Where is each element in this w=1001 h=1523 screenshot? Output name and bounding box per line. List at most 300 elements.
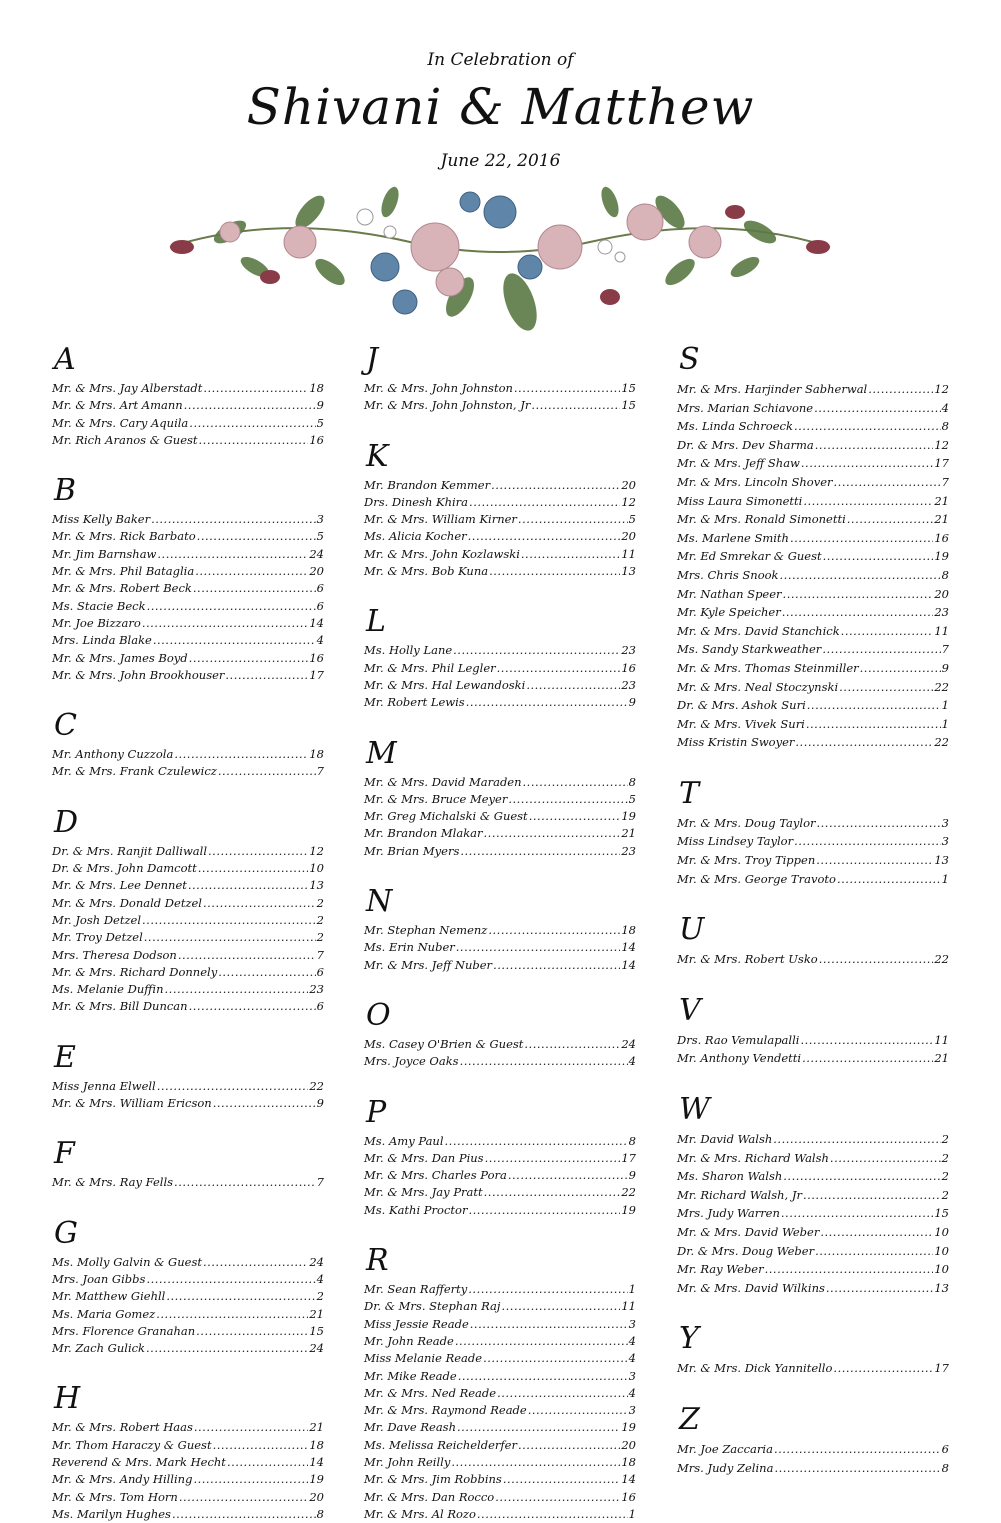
dot-leader	[146, 1340, 308, 1357]
dot-leader	[469, 494, 620, 511]
guest-row	[52, 632, 324, 649]
guest-column-3	[677, 340, 949, 1477]
section-letter: C	[54, 708, 77, 744]
table-number: 10	[934, 1243, 949, 1258]
table-number: 13	[621, 564, 636, 579]
guest-name: Mr. Richard Walsh, Jr	[677, 1187, 802, 1202]
guest-name: Drs. Rao Vemulapalli	[677, 1032, 800, 1047]
dot-leader	[815, 1242, 933, 1261]
table-number: 3	[941, 834, 949, 849]
table-number: 5	[316, 529, 324, 544]
dot-leader	[860, 659, 941, 678]
guest-row	[364, 1298, 636, 1315]
dot-leader	[208, 843, 308, 860]
table-number: 18	[309, 747, 324, 762]
guest-name: Mrs. Florence Granahan	[52, 1323, 196, 1338]
guest-name: Mr. Joe Bizzaro	[52, 615, 141, 630]
dot-leader	[218, 964, 315, 981]
guest-row	[52, 763, 324, 780]
guest-name: Mr. & Mrs. Phil Bataglia	[52, 564, 195, 579]
guest-row	[52, 563, 324, 580]
dot-leader	[868, 380, 933, 399]
section-letter: V	[679, 992, 701, 1028]
section-letter: R	[366, 1243, 389, 1279]
table-number: 15	[621, 381, 636, 395]
section-letter: W	[679, 1092, 710, 1128]
dot-leader	[456, 939, 621, 956]
guest-row	[364, 1350, 636, 1367]
table-number: 5	[628, 512, 636, 527]
guest-row	[364, 1402, 636, 1419]
guest-row	[364, 1454, 636, 1471]
guest-row	[364, 791, 636, 808]
guest-name: Ms. Molly Galvin & Guest	[52, 1254, 202, 1269]
table-number: 13	[309, 878, 324, 893]
guest-row	[677, 1242, 949, 1261]
table-number: 17	[309, 667, 324, 682]
dot-leader	[213, 1437, 309, 1454]
guest-name: Mr. John Reilly	[364, 1454, 451, 1469]
dot-leader	[466, 694, 628, 711]
guest-row	[364, 922, 636, 939]
guest-name: Mr. Thom Haraczy & Guest	[52, 1437, 212, 1452]
guest-name: Mr. & Mrs. Dan Rocco	[364, 1489, 495, 1504]
table-number: 22	[934, 679, 949, 694]
guest-row	[52, 947, 324, 964]
table-number: 11	[934, 623, 949, 638]
guest-name: Mr. & Mrs. Hal Lewandoski	[364, 677, 526, 692]
dot-leader	[803, 1186, 941, 1205]
dot-leader	[800, 1031, 933, 1050]
table-number: 14	[621, 957, 636, 972]
guest-name: Mr. Joe Zaccaria	[677, 1441, 773, 1456]
guest-row	[364, 546, 636, 563]
guest-row	[52, 528, 324, 545]
guest-name: Mr. & Mrs. David Maraden	[364, 774, 522, 789]
table-number: 7	[941, 642, 949, 657]
guest-row	[52, 1306, 324, 1323]
table-number: 3	[628, 1368, 636, 1383]
guest-name: Mr. Josh Detzel	[52, 912, 142, 927]
guest-name: Miss Melanie Reade	[364, 1351, 483, 1366]
dot-leader	[508, 1167, 628, 1184]
guest-row	[677, 678, 949, 697]
table-number: 10	[934, 1225, 949, 1239]
table-number: 23	[309, 982, 324, 997]
table-number: 14	[621, 940, 636, 955]
guest-name: Mrs. Judy Zelina	[677, 1460, 774, 1475]
guest-name: Mr. Troy Detzel	[52, 930, 143, 945]
table-number: 4	[628, 1333, 636, 1348]
guest-row	[52, 964, 324, 981]
guest-row	[52, 895, 324, 912]
section-letter: S	[679, 342, 700, 377]
guest-name: Dr. & Mrs. Ashok Suri	[677, 698, 806, 713]
table-number: 21	[309, 1306, 324, 1321]
dot-leader	[815, 436, 934, 455]
dot-leader	[144, 929, 316, 946]
guest-row	[52, 1323, 324, 1340]
dot-leader	[803, 492, 933, 511]
table-number: 3	[628, 1316, 636, 1331]
dot-leader	[806, 715, 941, 734]
guest-name: Mr. & Mrs. Jeff Nuber	[364, 957, 493, 972]
dot-leader	[802, 1049, 933, 1068]
table-number: 10	[309, 861, 324, 876]
dot-leader	[156, 1306, 308, 1323]
dot-leader	[833, 1359, 933, 1378]
guest-row	[677, 715, 949, 734]
table-number: 12	[621, 494, 636, 509]
guest-name: Mr. & Mrs. Richard Donnely	[52, 964, 218, 979]
table-number: 4	[316, 1271, 324, 1286]
guest-row	[677, 1031, 949, 1050]
dot-leader	[526, 677, 620, 694]
guest-name: Mr. & Mrs. Vivek Suri	[677, 716, 805, 731]
table-number: 15	[621, 398, 636, 413]
table-number: 21	[934, 1051, 949, 1066]
table-number: 14	[309, 615, 324, 630]
guest-row	[677, 640, 949, 659]
guest-row	[364, 1419, 636, 1436]
guest-row	[364, 1036, 636, 1053]
table-number: 23	[621, 843, 636, 858]
dot-leader	[147, 598, 316, 615]
dot-leader	[841, 622, 934, 641]
guest-row	[364, 1385, 636, 1402]
table-number: 18	[309, 381, 324, 395]
section-letter: Z	[679, 1401, 700, 1437]
guest-row	[52, 929, 324, 946]
guest-name: Ms. Casey O'Brien & Guest	[364, 1036, 524, 1051]
table-number: 3	[316, 512, 324, 527]
table-number: 19	[934, 549, 949, 564]
table-number: 22	[934, 952, 949, 967]
dot-leader	[823, 547, 934, 566]
dot-leader	[179, 1489, 309, 1506]
table-number: 7	[316, 947, 324, 962]
table-number: 17	[934, 456, 949, 471]
guest-row	[52, 1419, 324, 1436]
guest-row	[52, 1271, 324, 1288]
dot-leader	[225, 667, 308, 684]
guest-row	[364, 677, 636, 694]
guest-row	[677, 1149, 949, 1168]
guest-name: Miss Kristin Swoyer	[677, 735, 795, 750]
guest-row	[364, 808, 636, 825]
dot-leader	[197, 528, 316, 545]
guest-row	[677, 1260, 949, 1279]
table-number: 20	[309, 1489, 324, 1504]
dot-leader	[484, 1184, 621, 1201]
guest-name: Mr. & Mrs. Al Rozo	[364, 1506, 476, 1521]
table-number: 20	[621, 529, 636, 544]
dot-leader	[199, 432, 309, 449]
table-number: 7	[941, 474, 949, 489]
section-letter: N	[366, 884, 393, 920]
guest-name: Dr. & Mrs. Stephan Raj	[364, 1299, 501, 1314]
table-number: 17	[934, 1361, 949, 1376]
dot-leader	[783, 1167, 940, 1186]
guest-row	[52, 1471, 324, 1488]
guest-name: Ms. Melanie Duffin	[52, 982, 164, 997]
guest-name: Mr. David Walsh	[677, 1132, 773, 1147]
guest-row	[52, 860, 324, 877]
dot-leader	[814, 399, 941, 418]
dot-leader	[189, 650, 309, 667]
guest-name: Ms. Holly Lane	[364, 643, 453, 658]
dot-leader	[801, 454, 933, 473]
guest-name: Mrs. Joan Gibbs	[52, 1271, 146, 1286]
table-number: 1	[941, 871, 949, 886]
guest-name: Mr. & Mrs. John Brookhouser	[52, 667, 225, 682]
table-number: 9	[941, 660, 949, 675]
table-number: 18	[621, 923, 636, 938]
guest-row	[52, 912, 324, 929]
guest-name: Mr. Rich Aranos & Guest	[52, 432, 198, 447]
guest-row	[364, 957, 636, 974]
table-number: 2	[941, 1169, 949, 1184]
dot-leader	[142, 615, 309, 632]
guest-row	[677, 696, 949, 715]
guest-row	[364, 528, 636, 545]
dot-leader	[523, 774, 628, 791]
dot-leader	[834, 473, 941, 492]
section-letter: F	[54, 1136, 75, 1172]
table-number: 18	[621, 1454, 636, 1469]
guest-name: Mr. & Mrs. Lee Dennet	[52, 878, 187, 893]
table-number: 12	[934, 437, 949, 452]
guest-name: Mrs. Judy Warren	[677, 1206, 780, 1221]
table-number: 4	[628, 1351, 636, 1366]
dot-leader	[203, 1254, 308, 1271]
section-letter: U	[679, 912, 705, 948]
guest-name: Mr. Brian Myers	[364, 843, 460, 858]
section-letter: O	[366, 997, 391, 1033]
guest-name: Dr. & Mrs. Dev Sharma	[677, 437, 814, 452]
table-number: 2	[316, 930, 324, 945]
guest-name: Mrs. Marian Schiavone	[677, 400, 814, 415]
guest-name: Mr. & Mrs. Thomas Steinmiller	[677, 660, 859, 675]
dot-leader	[503, 1471, 621, 1488]
guest-name: Mr. John Reade	[364, 1333, 454, 1348]
table-number: 8	[941, 419, 949, 434]
guest-row	[364, 397, 636, 414]
guest-name: Mr. & Mrs. Robert Beck	[52, 581, 192, 596]
guest-row	[677, 814, 949, 833]
table-number: 8	[628, 1133, 636, 1148]
couple-names: Shivani & Matthew	[246, 78, 755, 136]
guest-name: Reverend & Mrs. Mark Hecht	[52, 1454, 226, 1469]
guest-name: Ms. Sandy Starkweather	[677, 642, 822, 657]
table-number: 23	[934, 605, 949, 620]
table-number: 8	[628, 774, 636, 789]
dot-leader	[174, 1174, 316, 1191]
table-number: 17	[621, 1150, 636, 1165]
dot-leader	[189, 415, 315, 432]
section-letter: L	[366, 604, 386, 640]
guest-name: Mr. & Mrs. Bill Duncan	[52, 999, 188, 1014]
dot-leader	[782, 603, 934, 622]
dot-leader	[780, 566, 941, 585]
guest-row	[52, 843, 324, 860]
guest-name: Mr. & Mrs. Jim Robbins	[364, 1472, 502, 1487]
table-number: 14	[621, 1472, 636, 1487]
guest-row	[52, 1437, 324, 1454]
dot-leader	[524, 1036, 620, 1053]
guest-name: Mr. Brandon Kemmer	[364, 477, 491, 492]
table-number: 5	[628, 791, 636, 806]
dot-leader	[195, 563, 308, 580]
dot-leader	[819, 950, 934, 969]
guest-row	[52, 1340, 324, 1357]
dot-leader	[157, 546, 308, 563]
table-number: 3	[628, 1403, 636, 1418]
table-number: 21	[621, 826, 636, 841]
table-number: 10	[934, 1262, 949, 1277]
guest-row	[52, 1078, 324, 1095]
table-number: 13	[934, 1280, 949, 1295]
table-number: 7	[316, 764, 324, 779]
guest-name: Mr. & Mrs. Jay Alberstadt	[52, 381, 203, 395]
dot-leader	[822, 640, 940, 659]
guest-row	[52, 615, 324, 632]
guest-name: Mr. & Mrs. Harjinder Sabherwal	[677, 382, 868, 396]
table-number: 1	[941, 698, 949, 713]
table-number: 6	[941, 1441, 949, 1456]
guest-name: Mr. Robert Lewis	[364, 695, 465, 710]
guest-row	[677, 417, 949, 436]
guest-row	[52, 981, 324, 998]
guest-name: Miss Jenna Elwell	[52, 1078, 156, 1093]
dot-leader	[531, 397, 620, 414]
table-number: 2	[316, 895, 324, 910]
table-number: 20	[309, 564, 324, 579]
table-number: 23	[621, 677, 636, 692]
dot-leader	[783, 585, 934, 604]
table-number: 24	[309, 546, 324, 561]
guest-row	[364, 1489, 636, 1506]
guest-row	[364, 380, 636, 397]
dot-leader	[184, 397, 316, 414]
dot-leader	[174, 746, 308, 763]
dot-leader	[157, 1078, 309, 1095]
guest-row	[364, 1184, 636, 1201]
guest-row	[677, 380, 949, 399]
section-letter: A	[54, 342, 76, 377]
guest-row	[52, 598, 324, 615]
guest-row	[364, 1506, 636, 1523]
guest-name: Mr. & Mrs. Cary Aquila	[52, 415, 189, 430]
guest-row	[677, 950, 949, 969]
dot-leader	[455, 1333, 628, 1350]
guest-row	[52, 546, 324, 563]
guest-name: Mr. & Mrs. George Travoto	[677, 871, 836, 886]
guest-row	[677, 492, 949, 511]
guest-name: Mr. Ed Smrekar & Guest	[677, 549, 822, 564]
guest-name: Ms. Stacie Beck	[52, 598, 146, 613]
dot-leader	[213, 1095, 316, 1112]
guest-name: Ms. Sharon Walsh	[677, 1169, 783, 1184]
dot-leader	[146, 1271, 315, 1288]
dot-leader	[774, 1440, 941, 1459]
table-number: 11	[934, 1032, 949, 1047]
section-letter: J	[366, 342, 379, 377]
table-number: 22	[934, 735, 949, 750]
table-number: 4	[628, 1054, 636, 1069]
guest-name: Mr. Dave Reash	[364, 1420, 456, 1435]
guest-name: Mr. & Mrs. Dan Pius	[364, 1150, 484, 1165]
guest-name: Mr. & Mrs. Frank Czulewicz	[52, 764, 217, 779]
guest-name: Mr. & Mrs. Troy Tippen	[677, 853, 816, 868]
section-letter: D	[54, 804, 79, 840]
guest-name: Ms. Marlene Smith	[677, 530, 789, 545]
dot-leader	[172, 1506, 316, 1523]
guest-row	[364, 1150, 636, 1167]
table-number: 6	[316, 999, 324, 1014]
dot-leader	[227, 1454, 308, 1471]
guest-row	[677, 1130, 949, 1149]
guest-name: Mr. & Mrs. David Stanchick	[677, 623, 840, 638]
guest-name: Mr. & Mrs. Art Amann	[52, 398, 183, 413]
section-letter: G	[54, 1215, 78, 1251]
table-number: 16	[621, 660, 636, 675]
guest-row	[364, 843, 636, 860]
dot-leader	[142, 912, 316, 929]
guest-row	[364, 1368, 636, 1385]
guest-row	[677, 473, 949, 492]
dot-leader	[457, 1419, 620, 1436]
dot-leader	[518, 1437, 620, 1454]
guest-row	[677, 733, 949, 752]
guest-row	[52, 432, 324, 449]
dot-leader	[477, 1506, 628, 1523]
table-number: 15	[934, 1206, 949, 1221]
guest-name: Ms. Alicia Kocher	[364, 529, 467, 544]
table-number: 20	[621, 1437, 636, 1452]
dot-leader	[493, 957, 620, 974]
table-number: 8	[941, 1460, 949, 1475]
table-number: 9	[316, 1096, 324, 1111]
dot-leader	[491, 477, 620, 494]
table-number: 6	[316, 598, 324, 613]
table-number: 11	[621, 546, 636, 561]
section-letter: T	[679, 775, 700, 811]
guest-row	[364, 825, 636, 842]
table-number: 2	[316, 1289, 324, 1304]
guest-name: Mr. & Mrs. Dick Yannitello	[677, 1361, 833, 1376]
guest-row	[677, 1223, 949, 1242]
table-number: 8	[941, 567, 949, 582]
guest-name: Dr. & Mrs. Ranjit Dalliwall	[52, 843, 208, 858]
dot-leader	[165, 981, 309, 998]
dot-leader	[218, 763, 316, 780]
guest-row	[52, 1489, 324, 1506]
table-number: 21	[934, 493, 949, 508]
table-number: 4	[628, 1385, 636, 1400]
table-number: 9	[628, 695, 636, 710]
guest-name: Mr. Ray Weber	[677, 1262, 764, 1277]
guest-row	[677, 529, 949, 548]
guest-name: Ms. Amy Paul	[364, 1133, 444, 1148]
guest-row	[364, 774, 636, 791]
guest-row	[364, 642, 636, 659]
guest-row	[364, 477, 636, 494]
dot-leader	[189, 998, 316, 1015]
guest-row	[364, 1202, 636, 1219]
dot-leader	[153, 632, 316, 649]
guest-name: Miss Kelly Baker	[52, 512, 151, 527]
